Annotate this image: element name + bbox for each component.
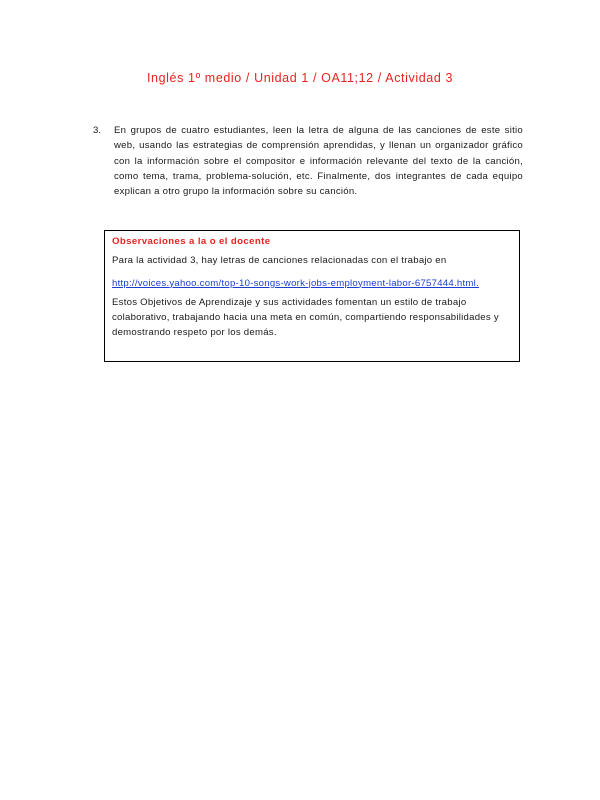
activity-number: 3. xyxy=(93,125,102,136)
page-header: Inglés 1º medio / Unidad 1 / OA11;12 / Actividad 3 xyxy=(146,71,454,85)
teacher-notes-title: Observaciones a la o el docente xyxy=(112,236,271,247)
activity-item xyxy=(93,123,523,199)
teacher-notes-paragraph: Estos Objetivos de Aprendizaje y sus actividades fomentan un estilo de trabajo colaborativo, trabajando hacia una meta en común, compartiendo responsabilidades y demostrando respeto por los demás. xyxy=(112,296,499,339)
songs-link[interactable]: http://voices.yahoo.com/top-10-songs-work-jobs-employment-labor-6757444.html. xyxy=(112,277,479,289)
activity-text: En grupos de cuatro estudiantes, leen la letra de alguna de las canciones de este sitio web, usando las estrategias de comprensión aprendidas, y llenan un organizador gráfico con la información sobre el compositor e información relevante del texto de la canción, como tema, trama, problema-solución, etc. Finalmente, dos integrantes de cada equipo explican a otro grupo la información sobre su canción. xyxy=(114,125,523,198)
teacher-notes-box xyxy=(104,230,520,362)
teacher-notes-paragraph: Para la actividad 3, hay letras de canciones relacionadas con el trabajo en xyxy=(112,255,447,267)
